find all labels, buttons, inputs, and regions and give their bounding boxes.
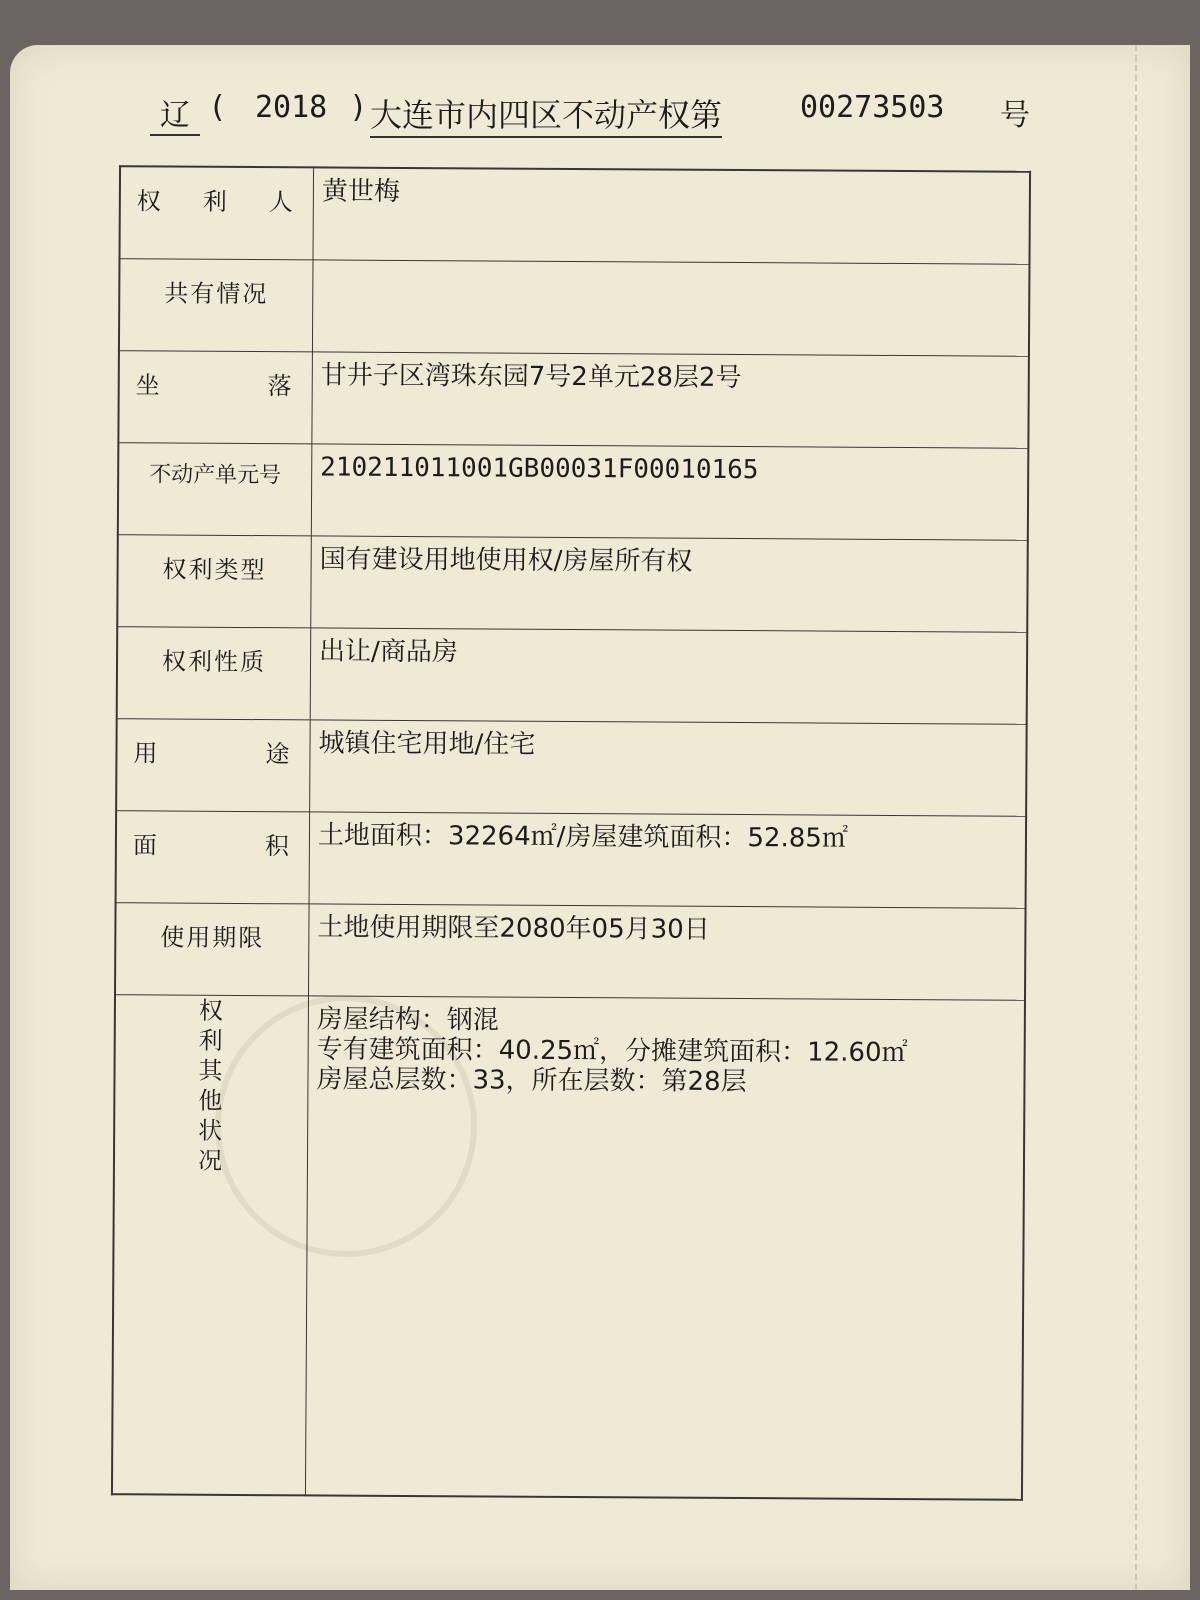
- value-co-ownership: [312, 259, 1029, 355]
- value-area: 土地面积：32264㎡/房屋建筑面积：52.85㎡: [309, 811, 1026, 907]
- row-location: [118, 350, 1029, 448]
- label-rights-holder: 权利人: [120, 166, 314, 259]
- row-co-ownership: [119, 258, 1030, 356]
- other-line-floors: 房屋总层数：33，所在层数：第28层: [316, 1063, 747, 1097]
- row-unit-number: [118, 442, 1029, 540]
- row-right-type: [117, 534, 1028, 632]
- value-location: 甘井子区湾珠东园7号2单元28层2号: [312, 351, 1029, 447]
- value-other-status: [305, 995, 1025, 1499]
- value-term: 土地使用期限至2080年05月30日: [309, 903, 1026, 999]
- label-other-status-cell: [112, 994, 309, 1495]
- value-right-type: 国有建设用地使用权/房屋所有权: [311, 535, 1028, 631]
- label-area: 面积: [116, 810, 310, 903]
- province-abbr: 辽: [150, 90, 200, 136]
- value-right-nature: 出让/商品房: [310, 627, 1027, 723]
- certificate-number-header: [120, 70, 1060, 150]
- left-paren: (: [212, 90, 224, 125]
- other-line-structure: 房屋结构：钢混: [316, 1003, 499, 1036]
- label-term: 使用期限: [115, 902, 309, 995]
- label-usage: 用途: [116, 718, 310, 811]
- cert-number: 00273503: [800, 90, 945, 125]
- label-right-type: 权利类型: [117, 534, 311, 627]
- right-paren: ): [352, 90, 364, 125]
- row-right-nature: [117, 626, 1028, 724]
- value-usage: 城镇住宅用地/住宅: [310, 719, 1027, 815]
- label-unit-number: 不动产单元号: [118, 442, 312, 535]
- issuing-authority: 大连市内四区不动产权第: [370, 90, 722, 138]
- row-usage: [116, 718, 1027, 816]
- property-rights-table: [111, 165, 1031, 1501]
- label-location: 坐落: [118, 350, 312, 443]
- page-fold-line: [1135, 45, 1139, 1590]
- label-right-nature: 权利性质: [117, 626, 311, 719]
- row-area: [116, 810, 1027, 908]
- row-term: [115, 902, 1026, 1000]
- value-unit-number: 210211011001GB00031F00010165: [311, 443, 1028, 539]
- cert-year: 2018: [255, 90, 328, 125]
- row-rights-holder: [120, 166, 1031, 264]
- other-line-areas: 专有建筑面积：40.25㎡，分摊建筑面积：12.60㎡: [316, 1033, 908, 1068]
- label-co-ownership: 共有情况: [119, 258, 313, 351]
- number-suffix: 号: [1000, 98, 1030, 133]
- value-rights-holder: 黄世梅: [313, 167, 1030, 263]
- label-other-status: 权利其他状况: [197, 996, 225, 1175]
- row-other-status: [112, 994, 1025, 1500]
